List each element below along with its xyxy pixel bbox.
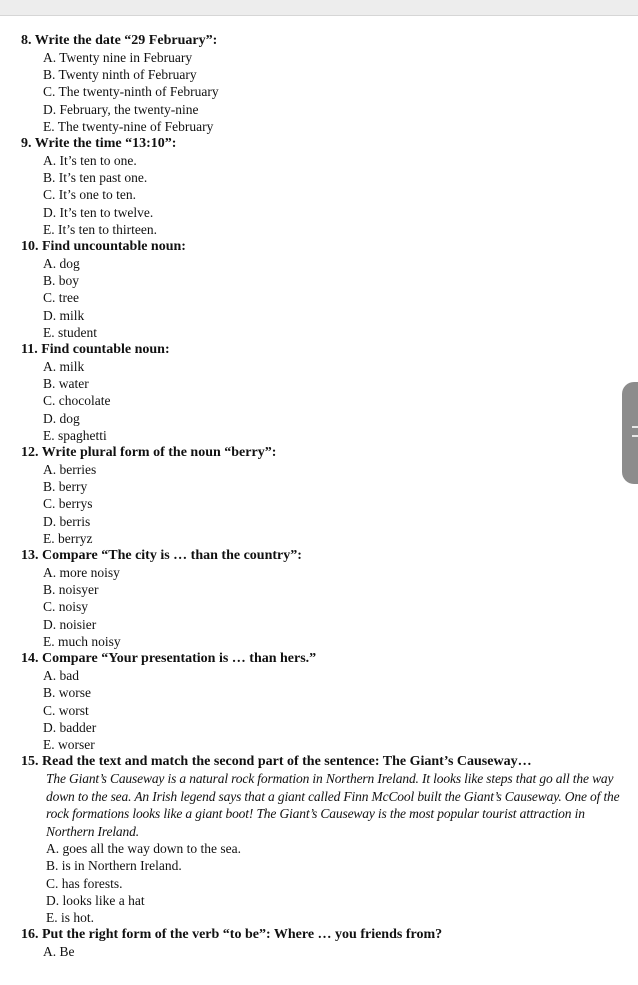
scroll-handle[interactable] (622, 382, 638, 484)
option: A. It’s ten to one. (43, 153, 137, 169)
question-15 (0, 753, 638, 926)
option: A. bad (43, 668, 79, 684)
option: A. more noisy (43, 565, 120, 581)
question-8 (0, 32, 638, 135)
option: C. chocolate (43, 393, 111, 409)
option: B. water (43, 376, 89, 392)
question-title: 14. Compare “Your presentation is … than hers.” (21, 651, 317, 667)
option: D. February, the twenty-nine (43, 101, 199, 117)
question-13 (0, 547, 638, 650)
option: C. tree (43, 290, 79, 306)
option: E. much noisy (43, 633, 121, 649)
option: A. Twenty nine in February (43, 50, 193, 65)
question-11 (0, 341, 638, 444)
question-title: 9. Write the time “13:10”: (21, 136, 177, 152)
option: A. Be (43, 944, 75, 960)
option: B. noisyer (43, 582, 99, 598)
question-title: 10. Find uncountable noun: (21, 239, 186, 255)
option: E. It’s ten to thirteen. (43, 221, 157, 237)
option: A. goes all the way down to the sea. (46, 841, 241, 857)
option: A. milk (43, 359, 85, 375)
question-14 (0, 650, 638, 753)
option: D. badder (43, 719, 97, 735)
option: E. worser (43, 736, 95, 752)
question-9 (0, 135, 638, 238)
option: C. berrys (43, 496, 93, 512)
question-title: 13. Compare “The city is … than the country”: (21, 548, 302, 564)
option: D. noisier (43, 616, 97, 632)
option: E. is hot. (46, 909, 95, 925)
option: A. dog (43, 256, 80, 272)
question-12 (0, 444, 638, 547)
question-title: 12. Write plural form of the noun “berry”: (21, 445, 277, 461)
option: B. worse (43, 685, 91, 701)
reading-passage: The Giant’s Causeway is a natural rock formation in Northern Ireland. It looks like steps that go all the way down to the sea. An Irish legend says that a giant called Finn McCool built the Giant’s Causeway. One of the rock formations looks like a giant boot! The Giant’s Causeway is the most popular tourist attraction in Northern Ireland. (46, 771, 620, 839)
option: D. It’s ten to twelve. (43, 204, 154, 220)
question-16 (0, 926, 638, 960)
document-page (0, 32, 638, 960)
option: C. It’s one to ten. (43, 187, 136, 203)
option: B. is in Northern Ireland. (46, 858, 182, 874)
option: E. The twenty-nine of February (43, 118, 214, 134)
option: C. has forests. (46, 875, 123, 891)
option: E. berryz (43, 530, 93, 546)
option: C. noisy (43, 599, 89, 615)
option: D. dog (43, 410, 80, 426)
option: E. student (43, 324, 97, 340)
option: A. berries (43, 462, 97, 478)
option: C. The twenty-ninth of February (43, 84, 219, 100)
option: E. spaghetti (43, 427, 107, 443)
option: B. boy (43, 273, 80, 289)
question-title: 15. Read the text and match the second part of the sentence: The Giant’s Causeway… (21, 754, 532, 770)
option: D. looks like a hat (46, 892, 145, 908)
option: B. berry (43, 479, 88, 495)
option: D. milk (43, 307, 85, 323)
question-title: 16. Put the right form of the verb “to be”: Where … you friends from? (21, 927, 443, 943)
top-toolbar (0, 0, 638, 16)
option: B. Twenty ninth of February (43, 67, 197, 83)
question-10 (0, 238, 638, 341)
drag-lines-icon (632, 426, 638, 437)
question-title: 11. Find countable noun: (21, 342, 170, 358)
option: B. It’s ten past one. (43, 170, 148, 186)
option: C. worst (43, 702, 89, 718)
question-title: 8. Write the date “29 February”: (21, 33, 218, 48)
option: D. berris (43, 513, 91, 529)
